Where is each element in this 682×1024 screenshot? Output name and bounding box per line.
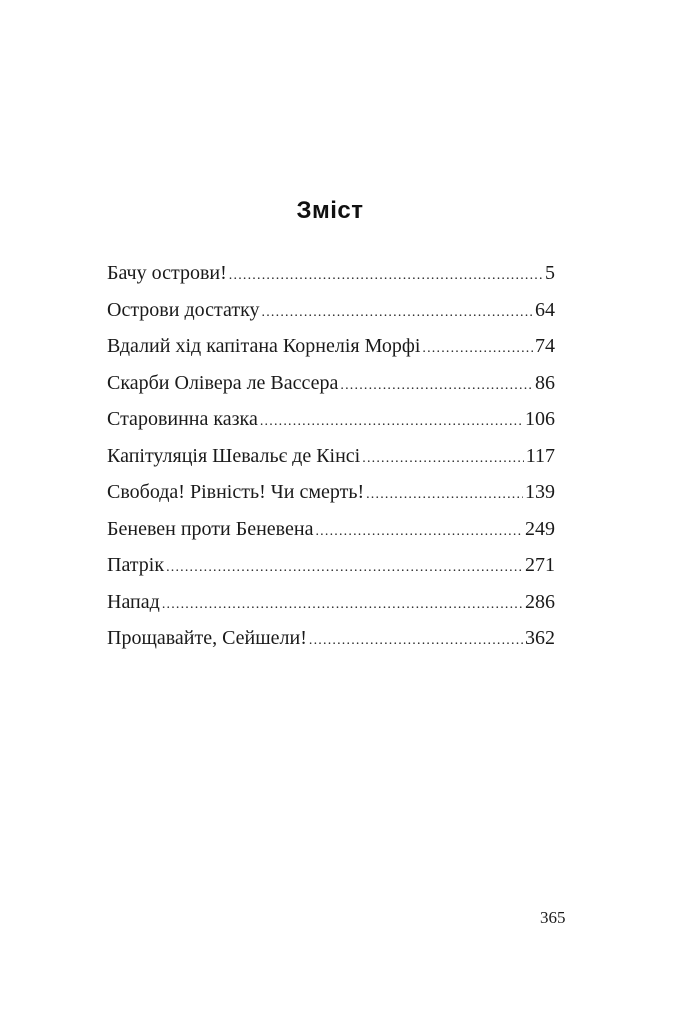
toc-entry-page: 286 [525,590,555,613]
dot-leader [366,480,523,510]
dot-leader [229,261,543,291]
toc-entry-title: Старовинна казка [107,408,258,430]
page-title: Зміст [296,197,364,224]
dot-leader [166,553,523,583]
toc-entry-page: 74 [535,335,555,357]
toc-entry-title: Свобода! Рівність! Чи смерть! [107,481,365,503]
toc-entry-page: 249 [525,517,555,540]
table-of-contents [107,258,555,660]
toc-entry-page: 5 [545,262,555,284]
dot-leader [162,590,523,620]
toc-entry-title: Острови достатку [107,298,260,321]
toc-entry [107,295,555,332]
dot-leader [422,334,533,364]
toc-entry [107,623,555,660]
toc-entry-title: Капітуляція Шевальє де Кінсі [107,444,361,467]
toc-entry [107,514,555,551]
toc-entry-title: Бачу острови! [107,262,227,284]
toc-entry-title: Скарби Олівера ле Вассера [107,371,339,394]
toc-entry-page: 139 [525,481,555,503]
toc-entry-page: 117 [525,444,555,467]
toc-entry-title: Беневен проти Беневена [107,517,314,540]
toc-entry [107,550,555,587]
dot-leader [262,298,533,328]
toc-entry [107,587,555,624]
toc-entry-title: Напад [107,590,160,613]
dot-leader [340,371,533,401]
toc-entry-page: 86 [535,371,555,394]
toc-entry-title: Вдалий хід капітана Корнелія Морфі [107,335,421,357]
toc-entry [107,441,555,478]
dot-leader [362,444,523,474]
page-number: 365 [540,908,566,927]
toc-entry [107,331,555,368]
toc-entry-title: Патрік [107,554,165,576]
toc-entry-page: 64 [535,298,555,321]
dot-leader [309,626,523,656]
toc-entry-page: 362 [525,627,555,649]
toc-entry [107,368,555,405]
toc-entry [107,477,555,514]
toc-entry [107,404,555,441]
dot-leader [315,517,523,547]
toc-entry-page: 271 [525,554,555,576]
toc-entry [107,258,555,295]
toc-entry-title: Прощавайте, Сейшели! [107,627,307,649]
dot-leader [260,407,523,437]
toc-entry-page: 106 [525,408,555,430]
